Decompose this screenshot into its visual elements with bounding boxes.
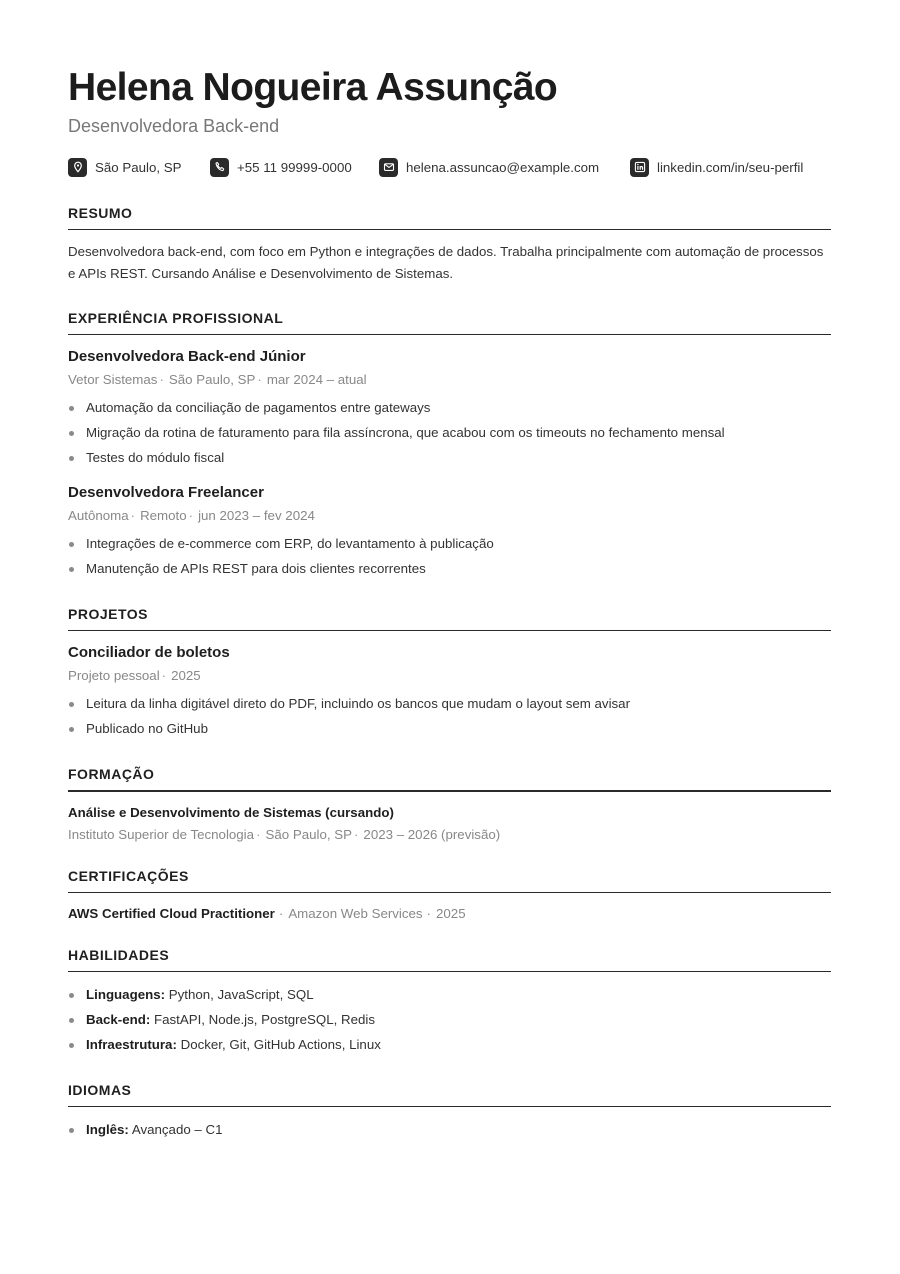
meta-separator: ·: [161, 668, 167, 683]
languages-section: [68, 1082, 831, 1142]
meta-separator: ·: [130, 508, 136, 523]
linkedin-icon: [630, 158, 649, 177]
contact-phone: [210, 158, 379, 177]
section-title-skills: HABILIDADES: [68, 947, 831, 972]
meta-separator: ·: [188, 508, 194, 523]
skills-list: [68, 982, 831, 1057]
contact-location: [68, 158, 210, 177]
job-bullets: [68, 531, 831, 581]
contact-linkedin-text[interactable]: linkedin.com/in/seu-perfil: [657, 159, 804, 175]
education-school: Instituto Superior de Tecnologia: [68, 827, 255, 842]
certification-entry: [68, 905, 831, 922]
project-meta: [68, 667, 831, 684]
skill-label: Infraestrutura:: [86, 1037, 177, 1052]
education-location: São Paulo, SP: [265, 827, 352, 842]
summary-text: Desenvolvedora back-end, com foco em Python e integrações de dados. Trabalha principalmente com automação de processos e APIs REST. Cursando Análise e Desenvolvimento de Sistemas.: [68, 244, 824, 281]
candidate-role: Desenvolvedora Back-end: [68, 116, 280, 136]
section-title-education: FORMAÇÃO: [68, 766, 831, 792]
education-meta: [68, 826, 831, 843]
project-type: Projeto pessoal: [68, 668, 160, 683]
certification-issuer: Amazon Web Services: [288, 906, 423, 921]
project-entry: [68, 644, 831, 741]
certification-name: AWS Certified Cloud Practitioner: [68, 906, 275, 921]
meta-separator: ·: [256, 827, 261, 842]
job-meta: [68, 507, 831, 524]
contact-bar: [68, 156, 831, 178]
meta-separator: ·: [159, 372, 164, 387]
mail-icon: [379, 158, 398, 177]
languages-list: [68, 1117, 831, 1142]
job-bullets: [68, 395, 831, 470]
job-title: Desenvolvedora Back-end Júnior: [68, 348, 306, 365]
list-item: Migração da rotina de faturamento para fila assíncrona, que acabou com os timeouts no fechamento mensal: [68, 420, 831, 445]
certifications-section: [68, 868, 831, 922]
education-section: [68, 766, 831, 843]
meta-separator: ·: [257, 372, 262, 387]
meta-separator: ·: [353, 827, 359, 842]
meta-separator: ·: [278, 906, 284, 921]
phone-icon: [210, 158, 229, 177]
education-period: 2023 – 2026 (previsão): [363, 827, 501, 842]
contact-email-text[interactable]: helena.assuncao@example.com: [406, 159, 600, 175]
skill-label: Back-end:: [86, 1012, 151, 1027]
certification-year: 2025: [436, 906, 466, 921]
location-pin-icon: [68, 158, 87, 177]
job-company: Autônoma: [68, 508, 129, 523]
project-bullets: [68, 691, 831, 741]
list-item: Integrações de e-commerce com ERP, do levantamento à publicação: [68, 531, 831, 556]
meta-separator: ·: [426, 906, 432, 921]
contact-email[interactable]: [379, 158, 630, 177]
job-period: mar 2024 – atual: [266, 372, 367, 387]
list-item: Manutenção de APIs REST para dois clientes recorrentes: [68, 556, 831, 581]
job-company: Vetor Sistemas: [68, 372, 158, 387]
job-location: Remoto: [140, 508, 187, 523]
job-entry: [68, 348, 831, 470]
language-label: Inglês:: [86, 1122, 129, 1137]
job-meta: [68, 371, 831, 388]
candidate-name: Helena Nogueira Assunção: [68, 66, 558, 109]
skill-value: FastAPI, Node.js, PostgreSQL, Redis: [154, 1012, 375, 1027]
summary-section: [68, 205, 831, 285]
job-entry: [68, 484, 831, 581]
projects-section: [68, 606, 831, 741]
list-item: [68, 1007, 831, 1032]
project-title: Conciliador de boletos: [68, 644, 230, 661]
language-value: Avançado – C1: [131, 1122, 223, 1137]
list-item: Leitura da linha digitável direto do PDF, incluindo os bancos que mudam o layout sem avisar: [68, 691, 831, 716]
project-year: 2025: [171, 668, 201, 683]
list-item: Publicado no GitHub: [68, 716, 831, 741]
list-item: Testes do módulo fiscal: [68, 445, 831, 470]
list-item: Automação da conciliação de pagamentos entre gateways: [68, 395, 831, 420]
experience-section: [68, 310, 831, 581]
skills-section: [68, 947, 831, 1057]
contact-linkedin[interactable]: [630, 158, 803, 177]
education-degree: Análise e Desenvolvimento de Sistemas (cursando): [68, 805, 394, 820]
list-item: [68, 982, 831, 1007]
skill-value: Python, JavaScript, SQL: [168, 987, 314, 1002]
section-title-projects: PROJETOS: [68, 606, 831, 631]
section-title-certifications: CERTIFICAÇÕES: [68, 868, 831, 893]
section-title-experience: EXPERIÊNCIA PROFISSIONAL: [68, 310, 831, 335]
job-location: São Paulo, SP: [168, 372, 256, 387]
list-item: [68, 1032, 831, 1057]
section-title-languages: IDIOMAS: [68, 1082, 831, 1107]
list-item: [68, 1117, 831, 1142]
skill-value: Docker, Git, GitHub Actions, Linux: [180, 1037, 381, 1052]
contact-location-text: São Paulo, SP: [95, 159, 182, 175]
job-title: Desenvolvedora Freelancer: [68, 484, 264, 501]
section-title-summary: RESUMO: [68, 205, 831, 230]
skill-label: Linguagens:: [86, 987, 166, 1002]
contact-phone-text: +55 11 99999-0000: [237, 159, 352, 175]
job-period: jun 2023 – fev 2024: [198, 508, 315, 523]
